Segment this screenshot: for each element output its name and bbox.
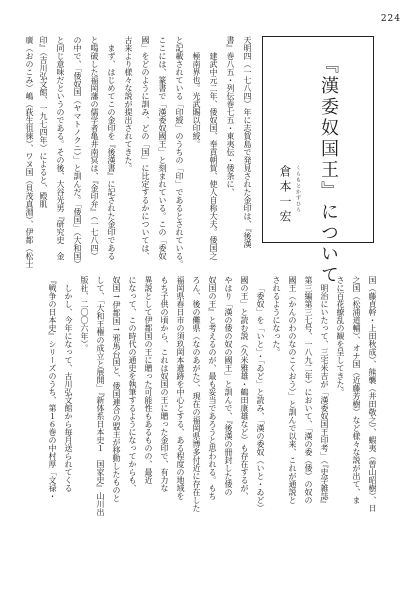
text-column: の中で、「倭奴国（ヤマトノクニ）」と訓んだ。「倭国」（大和国）	[73, 36, 82, 268]
left-text-block	[34, 276, 378, 588]
text-column: 書』巻八五・列伝巻七五・東夷伝・倭条に、	[226, 36, 235, 196]
text-column: 『戦争の日本史』シリーズのうち、第１６巻の中村厚「文禄・	[48, 276, 57, 500]
text-column: 國王（かんのわのなのこくおう）」と訓んで以来、これが通説と	[288, 276, 297, 504]
author-furigana: くらもとかずひろ	[295, 165, 301, 213]
text-column: もち子供の頃から、これは奴国の王に贈った金印で、有力な	[160, 276, 169, 492]
text-column: 異説として伊都国の王に贈った可能性もあるものの、最近	[144, 276, 153, 484]
text-column: しかし、今年になって、古川弘文館から毎月送られてくる	[64, 284, 73, 492]
text-column: 明治にいたって、三宅米吉が「漢委奴国王印考」（『史学雑誌』	[320, 284, 329, 508]
text-column: 天明四（一七八四）年に志賀島で発見された金印は、『後漢	[243, 36, 252, 248]
text-column: 福岡県春日市の須玖岡本遺跡を中心とする、ある程度の地域を	[176, 276, 185, 500]
text-column: 國」をどのように訓み、どの「国」に比定するかについては、	[141, 36, 150, 260]
text-column: して、「大和王権の成立と展開」『新体系日本史１ 国家史』山川出	[96, 276, 105, 516]
text-column: 「委奴」を「いと」・「ゐど」と読み、「漢の委奴（いと・ゐど）	[256, 284, 265, 512]
title-box	[262, 36, 374, 286]
author-name: 倉本一宏	[278, 165, 292, 225]
text-column: 國の王」と読む説（久米雅雄・鶴田康雄など）も存在するが、	[240, 276, 249, 500]
text-column: と記載されている「印綬」のうちの「印」であるとされている。	[175, 36, 184, 268]
text-column: 之国（松浦道輔）、オナ国（近藤芳樹）など様々な説が出て、ま	[352, 276, 361, 504]
text-column: 建武中元二年、倭奴国、奉貢朝賀、使人自称大夫。倭国之	[209, 52, 218, 260]
title-main: 『漢委奴国王』	[318, 55, 339, 202]
text-column: 第三編第三七号、一八九二年）において、「漢の委（倭）の奴の	[304, 276, 313, 504]
right-text-block	[20, 36, 253, 268]
article-title	[315, 55, 341, 286]
text-column: まず、はじめてこの金印を『後漢書』に記された金印である	[107, 44, 116, 260]
text-column: 古来より様々な説が提出されてきた。	[124, 36, 133, 172]
text-column: ろん、後の儺県（なのあがた）、現在の福岡県博多付近に存在した	[192, 276, 201, 512]
text-column: ここには、篆書で「漢委奴國王」と刻まれている。この「委奴	[158, 36, 167, 260]
text-column: 奴国→伊都国→邪馬台国と、倭国連合の盟主が移動したものと	[112, 276, 121, 502]
text-column: 版社、二〇〇六年）。	[80, 276, 89, 352]
text-column: 極南界也。光武賜以印綬。	[192, 52, 201, 148]
text-column: と同じ意味だというのである。その後、大谷光男『研究史 金	[56, 36, 65, 260]
text-column: 廣（おのこみ）嶋（荻生徂徠）、ワヌ国（貝茂真淵）、伊都（松士	[25, 36, 34, 268]
text-column: 印』（吉川弘文館、一九七四年）によると、殿肌	[39, 36, 48, 208]
text-column: やはり「漢の倭の奴の國王」と訓んで、『後漢の冊封した倭の	[224, 276, 233, 496]
text-column: になって、この時代の通史を執筆するようになってからも、	[128, 276, 137, 492]
text-column: されるようになった。	[272, 276, 281, 356]
text-column: と喝破した福岡藩の儒学者亀井南冥は、『金印弁』（一七八四）	[90, 36, 99, 260]
text-column: 奴国の王』と考えるのが、最も妥当であろうと思われる。もち	[208, 276, 217, 500]
page-number: 224	[380, 14, 401, 24]
title-rest: について	[318, 202, 339, 286]
text-column: さに百花繚乱の観を呈してきた。	[336, 276, 345, 396]
text-column: 国（藤貞幹・上田秋成）、熊襲（井田敬之）、蝦夷（曽山昭樹）、日	[368, 276, 377, 512]
